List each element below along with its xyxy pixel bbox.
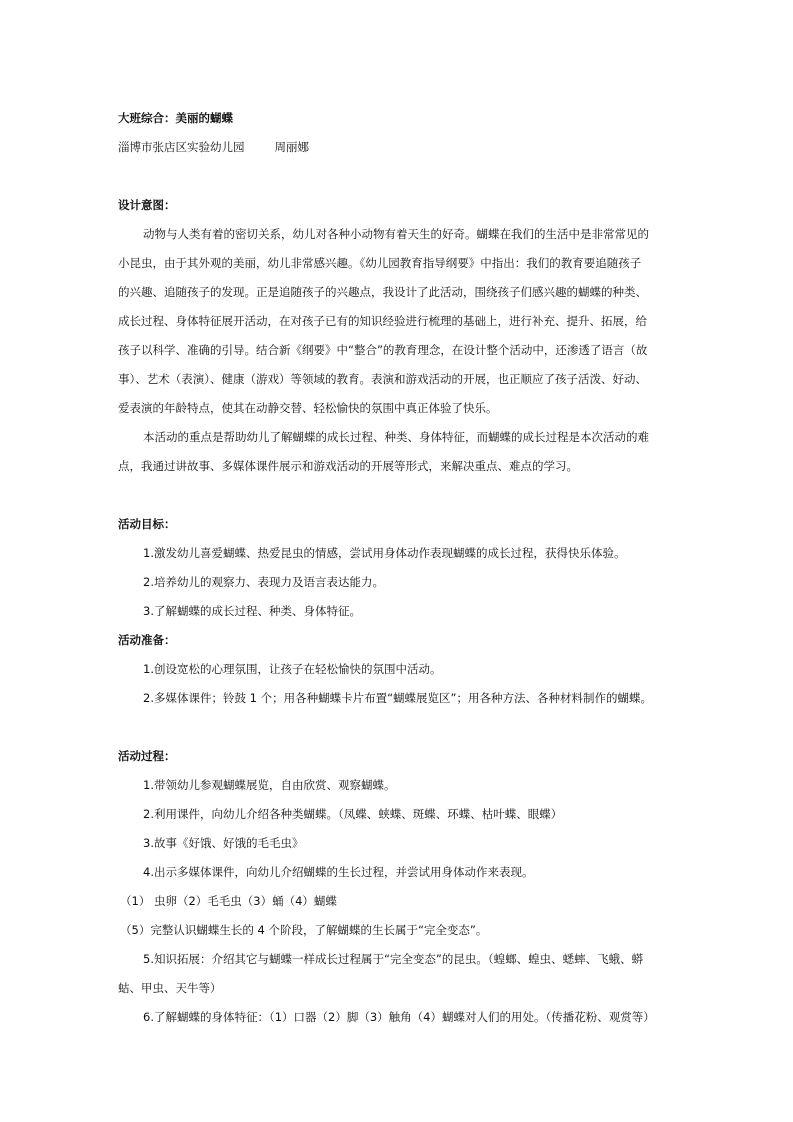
goal-item: 2.培养幼儿的观察力、表现力及语言表达能力。 [143, 575, 384, 589]
goal-item: 3.了解蝴蝶的成长过程、种类、身体特征。 [143, 604, 361, 618]
preparation-heading: 活动准备： [118, 633, 176, 647]
design-intent-line: 本活动的重点是帮助幼儿了解蝴蝶的成长过程、种类、身体特征，而蝴蝶的成长过程是本次活动的难 [143, 430, 649, 444]
process-subitem: （5）完整认识蝴蝶生长的 4 个阶段，了解蝴蝶的生长属于“完全变态”。 [120, 923, 488, 937]
preparation-item: 2.多媒体课件；铃鼓 1 个；用各种蝴蝶卡片布置“蝴蝶展览区”；用各种方法、各种材料制作的蝴蝶。 [143, 691, 653, 705]
design-intent-heading: 设计意图： [118, 198, 176, 212]
process-item: 1.带领幼儿参观蝴蝶展览，自由欣赏、观察蝴蝶。 [143, 778, 396, 792]
process-item: 6.了解蝴蝶的身体特征：（1）口器（2）脚（3）触角（4）蝴蝶对人们的用处。（传播花粉、观赏等） [143, 1010, 655, 1024]
process-heading: 活动过程： [118, 749, 176, 763]
design-intent-line: 的兴趣、追随孩子的发现。正是追随孩子的兴趣点，我设计了此活动，围绕孩子们感兴趣的蝴蝶的种类、 [118, 285, 647, 299]
document-body [118, 104, 678, 1032]
document-title: 大班综合：美丽的蝴蝶 [118, 111, 233, 125]
process-item-continuation: 蛄、甲虫、天牛等） [118, 981, 222, 995]
design-intent-line: 孩子以科学、准确的引导。结合新《纲要》中“整合”的教育理念，在设计整个活动中，还渗透了语言（故 [118, 343, 648, 357]
process-item: 3.故事《好饿、好饿的毛毛虫》 [143, 836, 304, 850]
process-item: 5.知识拓展：介绍其它与蝴蝶一样成长过程属于“完全变态”的昆虫。（蝗螂、蝗虫、蟋蟀、飞蛾、蟒 [143, 952, 644, 966]
spacer [118, 713, 678, 742]
spacer [118, 162, 678, 191]
process-subitem: （1） 虫卵（2）毛毛虫（3）蛹（4）蝴蝶 [120, 894, 337, 908]
spacer [118, 481, 678, 510]
affiliation-line [118, 133, 678, 162]
author-name: 周丽娜 [274, 140, 309, 154]
process-item: 2.利用课件，向幼儿介绍各种类蝴蝶。（凤蝶、蛱蝶、斑蝶、环蝶、枯叶蝶、眼蝶） [143, 807, 563, 821]
goal-item: 1.激发幼儿喜爱蝴蝶、热爱昆虫的情感，尝试用身体动作表现蝴蝶的成长过程，获得快乐体验。 [143, 546, 626, 560]
process-item: 4.出示多媒体课件，向幼儿介绍蝴蝶的生长过程，并尝试用身体动作来表现。 [143, 865, 534, 879]
goals-heading: 活动目标： [118, 517, 176, 531]
design-intent-line: 动物与人类有着的密切关系，幼儿对各种小动物有着天生的好奇。蝴蝶在我们的生活中是非常常见的 [143, 227, 649, 241]
design-intent-line: 成长过程、身体特征展开活动，在对孩子已有的知识经验进行梳理的基础上，进行补充、提升、拓展，给 [118, 314, 647, 328]
school-name: 淄博市张店区实验幼儿园 [118, 140, 245, 154]
design-intent-line: 爱表演的年龄特点，使其在动静交替、轻松愉快的氛围中真正体验了快乐。 [118, 401, 498, 415]
design-intent-line: 小昆虫，由于其外观的美丽，幼儿非常感兴趣。《幼儿园教育指导纲要》中指出：我们的教育要追随孩子 [118, 256, 642, 270]
design-intent-line: 点，我通过讲故事、多媒体课件展示和游戏活动的开展等形式，来解决重点、难点的学习。 [118, 459, 578, 473]
design-intent-line: 事）、艺术（表演）、健康（游戏）等领域的教育。表演和游戏活动的开展，也正顺应了孩子活泼、好动、 [118, 372, 647, 386]
preparation-item: 1.创设宽松的心理氛围，让孩子在轻松愉快的氛围中活动。 [143, 662, 442, 676]
